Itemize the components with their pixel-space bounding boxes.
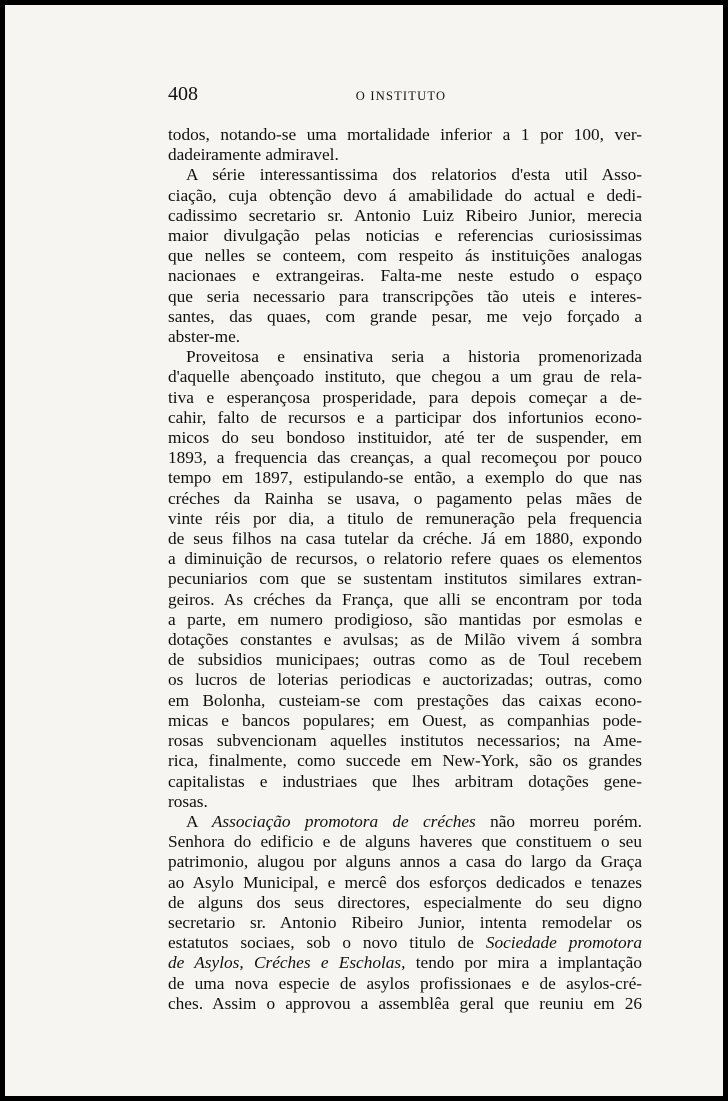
text-line: nacionaes e extrangeiras. Falta-me neste estudo o espaço	[168, 266, 642, 286]
text-line: ao Asylo Municipal, e mercê dos esforços dedicados e tenazes	[168, 872, 642, 892]
text-line	[168, 812, 642, 832]
text-run: estatutos sociaes, sob o novo titulo de	[168, 933, 486, 953]
text-line: maior divulgação pelas noticias e referencias curiosissimas	[168, 226, 642, 246]
text-line: cahir, falto de recursos e a participar dos infortunios econo-	[168, 407, 642, 427]
text-line: cadissimo secretario sr. Antonio Luiz Ribeiro Junior, merecia	[168, 205, 642, 225]
text-line: ciação, cuja obtenção devo á amabilidade do actual e dedi-	[168, 185, 642, 205]
text-line: rosas.	[168, 791, 208, 811]
text-line: que nelles se conteem, com respeito ás instituições analogas	[168, 246, 642, 266]
text-line: capitalistas e industriaes que lhes arbitram dotações gene-	[168, 771, 642, 791]
text-line	[168, 953, 642, 973]
text-line: os lucros de loterias periodicas e auctorizadas; outras, como	[168, 670, 642, 690]
page-number: 408	[168, 83, 198, 105]
text-line: créches da Rainha se usava, o pagamento pelas mães de	[168, 488, 642, 508]
text-line: santes, das quaes, com grande pesar, me vejo forçado a	[168, 306, 642, 326]
text-line: geiros. As créches da França, que alli se encontram por toda	[168, 589, 642, 609]
text-line: de seus filhos na casa tutelar da créche. Já em 1880, expondo	[168, 529, 642, 549]
text-line: a parte, em numero prodigioso, são mantidas por esmolas e	[168, 609, 642, 629]
text-line: secretario sr. Antonio Ribeiro Junior, intenta remodelar os	[168, 912, 642, 932]
text-line: que seria necessario para transcripções tão uteis e interes-	[168, 286, 642, 306]
text-line: em Bolonha, custeiam-se com prestações das caixas econo-	[168, 690, 642, 710]
text-line: abster-me.	[168, 327, 241, 347]
text-line: A série interessantissima dos relatorios d'esta util Asso-	[186, 165, 642, 185]
italic-title: de Asylos, Créches e Escholas,	[168, 953, 406, 973]
text-line: vinte réis por dia, a titulo de remuneração pela frequencia	[168, 508, 642, 528]
text-line: Proveitosa e ensinativa seria a historia promenorizada	[186, 347, 642, 367]
text-line: patrimonio, alugou por alguns annos a casa do largo da Graça	[168, 852, 642, 872]
text-line: rica, finalmente, como succede em New-York, são os grandes	[168, 751, 642, 771]
running-title: O INSTITUTO	[355, 89, 447, 103]
book-page	[5, 5, 723, 1096]
text-line: rosas subvencionam aquelles institutos necessarios; na Ame-	[168, 731, 642, 751]
text-line: micas e bancos populares; em Ouest, as companhias pode-	[168, 710, 642, 730]
italic-title: Associação promotora de créches	[211, 811, 476, 831]
text-line: ches. Assim o approvou a assemblêa geral que reuniu em 26	[168, 993, 642, 1013]
text-line: 1893, a frequencia das creanças, a qual recomeçou por pouco	[168, 448, 642, 468]
body-text	[168, 125, 642, 1014]
text-line: de subsidios municipaes; outras como as de Toul recebem	[168, 650, 642, 670]
text-line: d'aquelle abençoado instituto, que chegou a um grau de rela-	[168, 367, 642, 387]
text-line: tiva e esperançosa prosperidade, para depois começar a de-	[168, 387, 642, 407]
text-line: a diminuição de recursos, o relatorio refere quaes os elementos	[168, 549, 642, 569]
text-run: não morreu porém.	[475, 811, 642, 831]
text-line: Senhora do edificio e de alguns haveres que constituem o seu	[168, 832, 642, 852]
text-line: dotações constantes e avulsas; as de Milão vivem á sombra	[168, 630, 642, 650]
text-line: dadeiramente admiravel.	[168, 145, 339, 165]
text-line: tempo em 1897, estipulando-se então, a exemplo do que nas	[168, 468, 642, 488]
italic-title: Sociedade promotora	[485, 933, 642, 953]
text-run: A	[186, 811, 212, 831]
text-line: de uma nova especie de asylos profissionaes e de asylos-cré-	[168, 973, 642, 993]
text-run: tendo por mira a implantação	[405, 953, 642, 973]
page-header	[168, 83, 634, 107]
text-line: de alguns dos seus directores, especialmente do seu digno	[168, 892, 642, 912]
text-line: micos do seu bondoso instituidor, até ter de suspender, em	[168, 428, 642, 448]
text-line: todos, notando-se uma mortalidade inferior a 1 por 100, ver-	[168, 125, 642, 144]
text-line	[168, 933, 642, 953]
text-line: pecuniarios com que se sustentam institutos similares extran-	[168, 569, 642, 589]
